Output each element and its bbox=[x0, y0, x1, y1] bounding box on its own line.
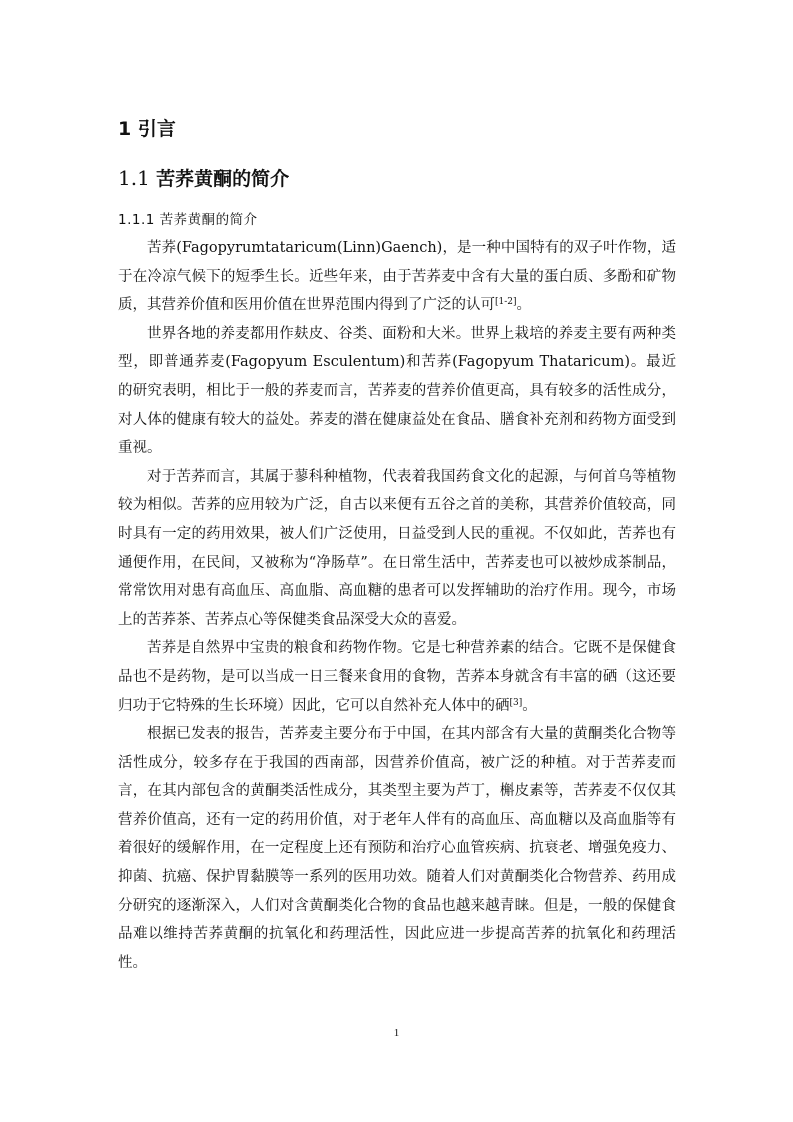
section-number: 1.1 bbox=[118, 166, 157, 190]
paragraph-2 bbox=[118, 320, 676, 463]
paragraph-text: 苦荞(Fagopyrumtataricum(Linn)Gaench)，是一种中国特有的双子叶作物，适于在冷凉气候下的短季生长。近些年来，由于苦荞麦中含有大量的蛋白质、多酚和矿物质，其营养价值和医用价值在世界范围内得到了广泛的认可 bbox=[118, 240, 676, 314]
citation: [3] bbox=[509, 697, 523, 708]
paragraph-1 bbox=[118, 234, 676, 320]
page-number: 1 bbox=[393, 1027, 400, 1039]
paragraph-tail: 。 bbox=[522, 697, 537, 714]
paragraph-5 bbox=[118, 720, 676, 977]
paragraph-3 bbox=[118, 463, 676, 635]
chapter-heading: 1 引言 bbox=[118, 118, 176, 140]
subsection-heading: 1.1.1 苦荞黄酮的简介 bbox=[118, 212, 258, 228]
citation: [1-2] bbox=[495, 297, 517, 308]
paragraph-text: 苦荞是自然界中宝贵的粮食和药物作物。它是七种营养素的结合。它既不是保健食品也不是药物，是可以当成一日三餐来食用的食物，苦荞本身就含有丰富的硒（这还要归功于它特殊的生长环境）因此，它可以自然补充人体中的硒 bbox=[118, 640, 676, 714]
section-title: 苦荞黄酮的简介 bbox=[156, 168, 290, 190]
section-heading bbox=[118, 164, 289, 191]
paragraph-text: 对于苦荞而言，其属于蓼科种植物，代表着我国药食文化的起源，与何首乌等植物较为相似。苦荞的应用较为广泛，自古以来便有五谷之首的美称，其营养价值较高，同时具有一定的药用效果，被人们广泛使用，日益受到人民的重视。不仅如此，苦荞也有通便作用，在民间，又被称为“净肠草”。在日常生活中，苦荞麦也可以被炒成茶制品，常常饮用对患有高血压、高血脂、高血糖的患者可以发挥辅助的治疗作用。现今，市场上的苦荞茶、苦荞点心等保健类食品深受大众的喜爱。 bbox=[118, 468, 676, 628]
body-text bbox=[118, 234, 676, 977]
paragraph-text: 世界各地的养麦都用作麸皮、谷类、面粉和大米。世界上栽培的养麦主要有两种类型，即普通荞麦(Fagopyum Esculentum)和苦荞(Fagopyum Thataricum)。最近的研究表明，相比于一般的荞麦而言，苦荞麦的营养价值更高，具有较多的活性成分，对人体的健康有较大的益处。荞麦的潜在健康益处在食品、膳食补充剂和药物方面受到重视。 bbox=[118, 325, 676, 457]
paragraph-text: 根据已发表的报告，苦荞麦主要分布于中国，在其内部含有大量的黄酮类化合物等活性成分，较多存在于我国的西南部，因营养价值高，被广泛的种植。对于苦荞麦而言，在其内部包含的黄酮类活性成分，其类型主要为芦丁，槲皮素等，苦荞麦不仅仅其营养价值高，还有一定的药用价值，对于老年人伴有的高血压、高血糖以及高血脂等有着很好的缓解作用，在一定程度上还有预防和治疗心血管疾病、抗衰老、增强免疫力、抑菌、抗癌、保护胃黏膜等一系列的医用功效。随着人们对黄酮类化合物营养、药用成分研究的逐渐深入，人们对含黄酮类化合物的食品也越来越青睐。但是，一般的保健食品难以维持苦荞黄酮的抗氧化和药理活性，因此应进一步提高苦荞的抗氧化和药理活性。 bbox=[118, 726, 676, 971]
paragraph-tail: 。 bbox=[516, 297, 532, 314]
paragraph-4 bbox=[118, 634, 676, 720]
